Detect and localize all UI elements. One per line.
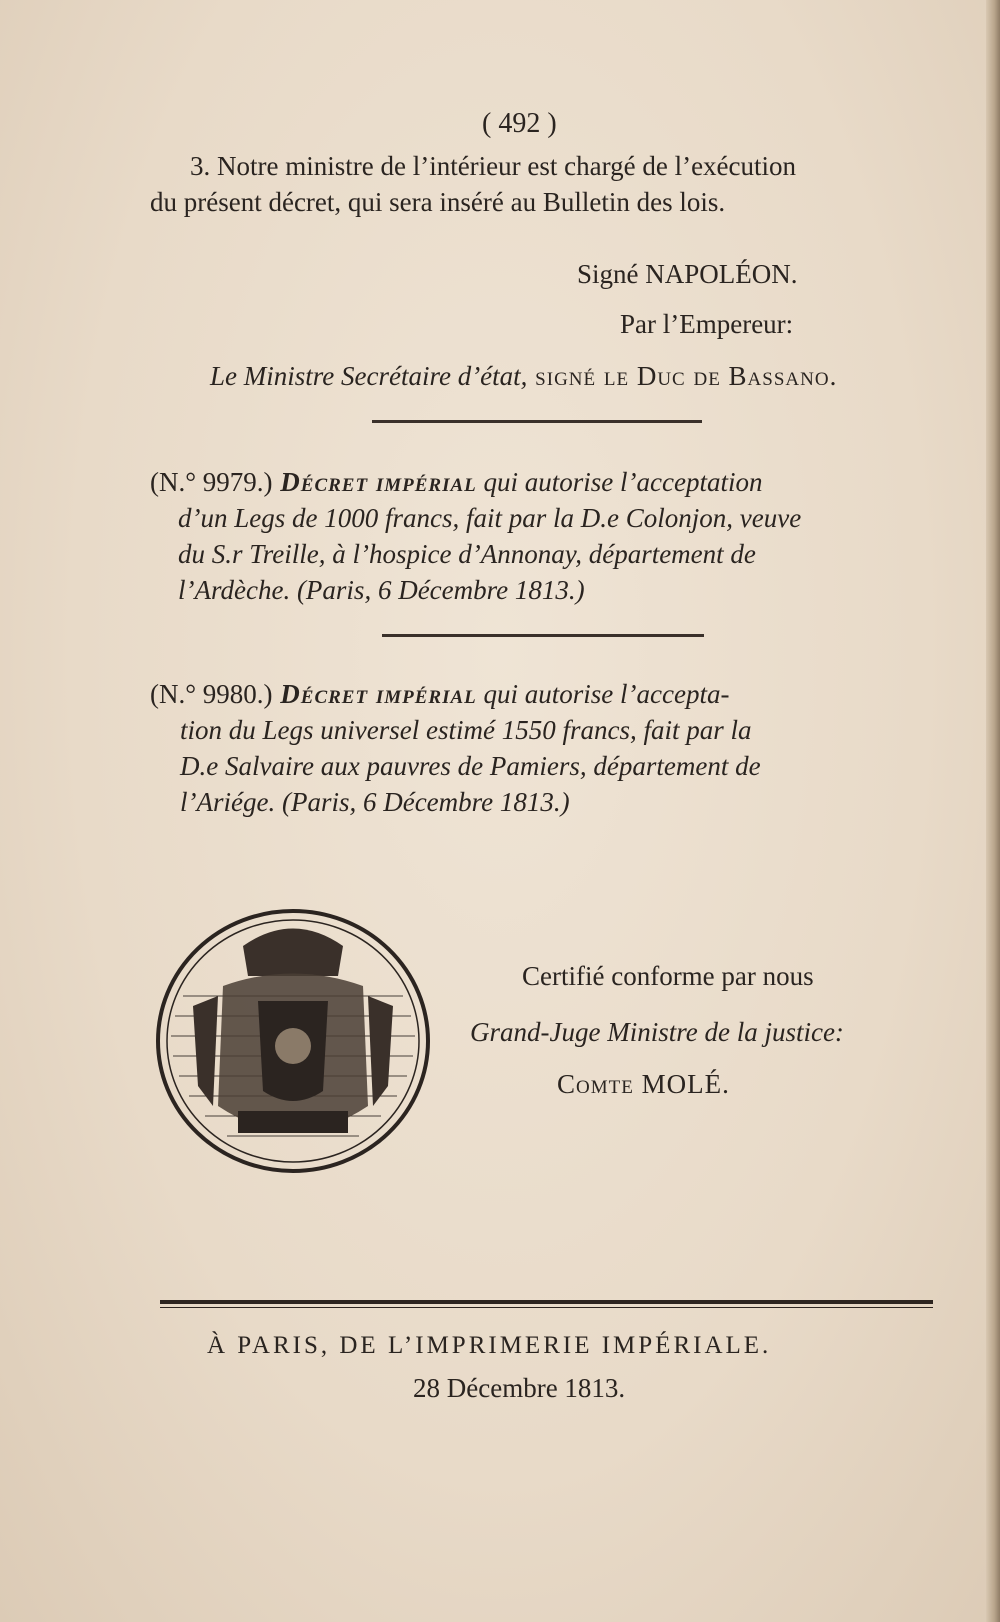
decree-9980-number: (N.° 9980.) — [150, 679, 273, 709]
decree-9979-title: Décret impérial — [272, 467, 477, 497]
imprint-rule-thick — [160, 1300, 933, 1304]
decree-9979-line-4: l’Ardèche. (Paris, 6 Décembre 1813.) — [178, 575, 585, 605]
decree-9979-number: (N.° 9979.) — [150, 467, 273, 497]
minister-name: signé le Duc de Bassano. — [527, 361, 838, 391]
decree-9980-line-3: D.e Salvaire aux pauvres de Pamiers, département de — [180, 751, 761, 781]
imperial-seal-icon — [153, 906, 433, 1176]
article-3-line-1: 3. Notre ministre de l’intérieur est chargé de l’exécution — [190, 151, 797, 181]
decree-9980-rest: qui autorise l’accepta- — [476, 679, 730, 709]
imprint-date: 28 Décembre 1813. — [413, 1373, 626, 1403]
separator-rule-2 — [382, 634, 704, 637]
signature-napoleon: Signé NAPOLÉON. — [577, 259, 798, 289]
imprint-rule-thin — [160, 1307, 933, 1308]
decree-9979-rest: qui autorise l’acceptation — [476, 467, 763, 497]
article-3-line-2: du présent décret, qui sera inséré au Bulletin des lois. — [150, 187, 726, 217]
certification-signature: Comte MOLÉ. — [557, 1069, 730, 1099]
decree-9979-line-1 — [150, 464, 762, 500]
imprint-printer: À PARIS, DE L’IMPRIMERIE IMPÉRIALE. — [207, 1332, 772, 1359]
separator-rule-1 — [372, 420, 702, 423]
certification-line-2: Grand-Juge Ministre de la justice: — [470, 1017, 844, 1047]
minister-title: Le Ministre Secrétaire d’état, — [210, 361, 528, 391]
signature-by-emperor: Par l’Empereur: — [620, 309, 794, 339]
decree-9980-line-1 — [150, 676, 729, 712]
decree-9979-line-3: du S.r Treille, à l’hospice d’Annonay, département de — [178, 539, 756, 569]
page-number: ( 492 ) — [482, 108, 557, 139]
page-edge — [986, 0, 1000, 1622]
decree-9980-line-2: tion du Legs universel estimé 1550 francs, fait par la — [180, 715, 752, 745]
decree-9980-title: Décret impérial — [272, 679, 477, 709]
decree-9979-line-2: d’un Legs de 1000 francs, fait par la D.e Colonjon, veuve — [178, 503, 802, 533]
decree-9980-line-4: l’Ariége. (Paris, 6 Décembre 1813.) — [180, 787, 570, 817]
signature-minister — [210, 358, 837, 394]
certification-line-1: Certifié conforme par nous — [522, 961, 814, 991]
